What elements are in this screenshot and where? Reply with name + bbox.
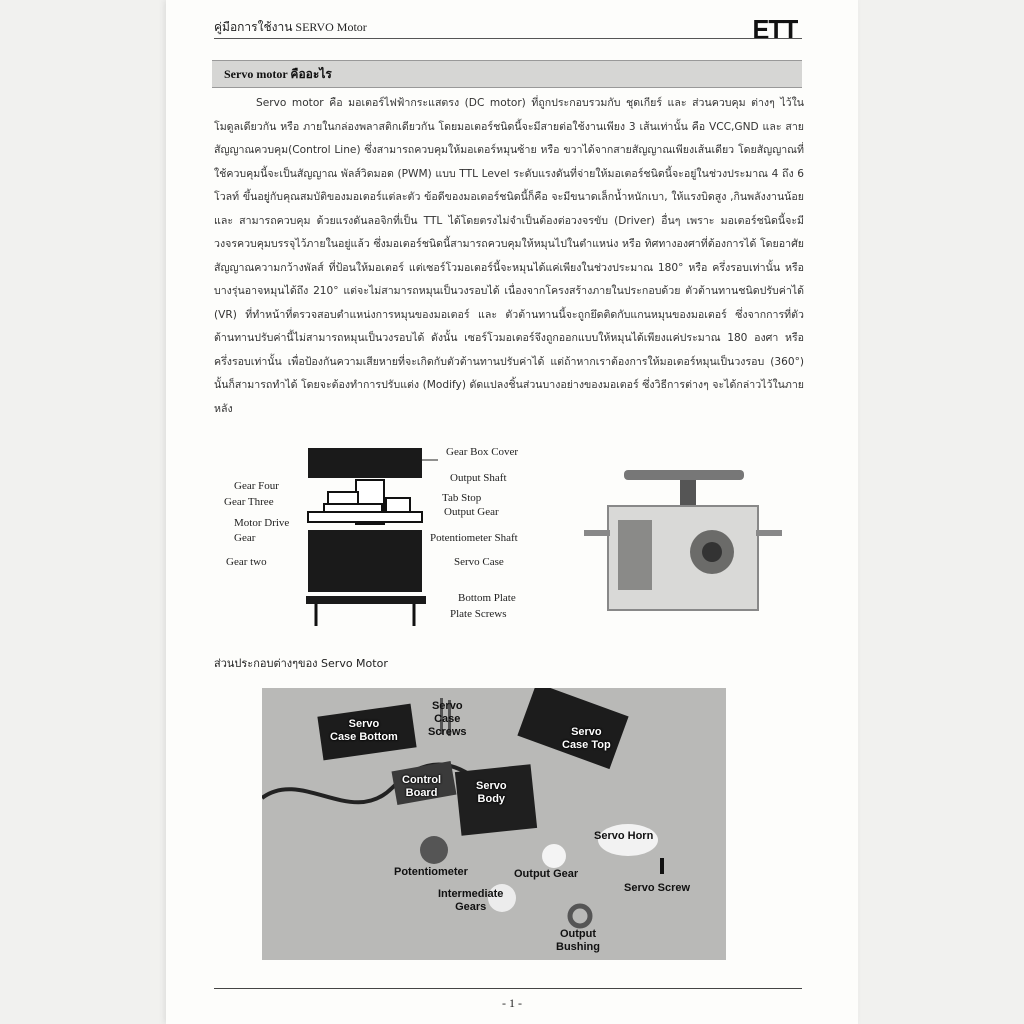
section-title: Servo motor คืออะไร (224, 67, 332, 81)
servo-case-shape (308, 530, 422, 592)
label-servo-body: Servo Body (476, 780, 507, 805)
label-output-shaft: Output Shaft (450, 472, 507, 484)
figure-caption: ส่วนประกอบต่างๆของ Servo Motor (214, 657, 388, 670)
running-title: คู่มือการใช้งาน SERVO Motor (214, 20, 367, 34)
section-heading-bar (212, 60, 802, 88)
body-text (214, 92, 804, 421)
label-gear-four: Gear Four (234, 480, 279, 492)
gear-box-cover-shape (308, 448, 422, 478)
label-servo-case-top: Servo Case Top (562, 726, 611, 751)
label-plate-screws: Plate Screws (450, 608, 507, 620)
ett-logo: ETT (752, 14, 798, 45)
label-servo-case: Servo Case (454, 556, 504, 568)
label-gear-three: Gear Three (224, 496, 274, 508)
label-servo-case-screws: Servo Case Screws (428, 700, 467, 738)
label-servo-screw: Servo Screw (624, 882, 691, 894)
label-motor-drive-gear: Motor Drive Gear (234, 517, 290, 544)
label-potentiometer: Potentiometer (394, 866, 468, 878)
label-output-gear: Output Gear (444, 506, 499, 518)
label-control-board: Control Board (402, 774, 442, 799)
servo-parts-photo (262, 688, 726, 960)
label-output-gear-part: Output Gear (514, 868, 579, 880)
label-tab-stop: Tab Stop (442, 492, 482, 504)
label-servo-horn: Servo Horn (594, 830, 654, 842)
label-output-bushing: Output Bushing (556, 928, 600, 953)
bottom-plate-shape (306, 596, 426, 604)
label-servo-case-bottom: Servo Case Bottom (330, 718, 398, 743)
servo-cutaway-photo (584, 460, 784, 620)
label-gear-box-cover: Gear Box Cover (446, 446, 519, 458)
body-paragraph: Servo motor คือ มอเตอร์ไฟฟ้ากระแสตรง (DC motor) ที่ถูกประกอบรวมกับ ชุดเกียร์ และ ส่วนควบคุม ต่างๆ ไว้ในโมดูลเดียวกัน หรือ ภายในกล่องพลาสติกเดียวกัน โดยมอเตอร์ชนิดนี้จะมีสายต่อใช้งานเพียง 3 เส้นเท่านั้น คือ VCC,GND และ สายสัญญาณควบคุม(Control Line) ซึ่งสามารถควบคุมให้มอเตอร์หมุนซ้าย หรือ ขวาได้จากสายสัญญาณเพียงเส้นเดียว โดยสัญญาณที่ใช้ควบคุมนี้จะเป็นสัญญาณ พัลส์วิดมอด (PWM) แบบ TTL Level ระดับแรงดันที่จ่ายให้มอเตอร์ชนิดนี้จะอยู่ในช่วงประมาณ 4 ถึง 6 โวลท์ ขึ้นอยู่กับคุณสมบัติของมอเตอร์แต่ละตัว ข้อดีของมอเตอร์ชนิดนี้ก็คือ จะมีขนาดเล็กน้ำหนักเบา, ให้แรงบิดสูง ,กินพลังงานน้อย และ สามารถควบคุม ด้วยแรงดันลอจิกที่เป็น TTL ได้โดยตรงไม่จำเป็นต้องต่อวงจรขับ (Driver) อื่นๆ เพราะ มอเตอร์ชนิดนี้จะมีวงจรควบคุมบรรจุไว้ภายในอยู่แล้ว ซึ่งมอเตอร์ชนิดนี้สามารถควบคุมให้หมุนไปในตำแหน่ง หรือ ทิศทางองศาที่ต้องการได้ โดยอาศัยสัญญาณความกว้างพัลส์ ที่ป้อนให้มอเตอร์ แต่เซอร์โวมอเตอร์นี้จะหมุนได้แค่เพียงในช่วงประมาณ 180° หรือ ครึ่งรอบเท่านั้น หรือ บางรุ่นอาจหมุนได้ถึง 210° แต่จะไม่สามารถหมุนเป็นวงรอบได้ เนื่องจากโครงสร้างภายในประกอบด้วย ตัวต้านทานชนิดปรับค่าได้ (VR) ที่ทำหน้าที่ตรวจสอบตำแหน่งการหมุนของมอเตอร์ และ ตัวต้านทานนี้จะถูกยึดติดกับแกนหมุนของมอเตอร์ ซึ่งจากการที่ตัวต้านทานปรับค่านี้ไม่สามารถหมุนเป็นวงรอบได้ ดังนั้น เซอร์โวมอเตอร์จึงถูกออกแบบให้หมุนได้เพียงแค่ประมาณ 180 องศา หรือ ครึ่งรอบเท่านั้น เพื่อป้องกันความเสียหายที่จะเกิดกับตัวต้านทานปรับค่าได้ แต่ถ้าหากเราต้องการให้มอเตอร์หมุนเป็นวงรอบ (360°) นั้นก็สามารถทำได้ โดยจะต้องทำการปรับแต่ง (Modify) ดัดแปลงชิ้นส่วนบางอย่างของมอเตอร์ ซึ่งวิธีการต่างๆ จะได้กล่าวไว้ในภายหลัง (214, 97, 804, 415)
document-page (166, 0, 858, 1024)
page-number: - 1 - (502, 996, 522, 1010)
header-rule (214, 38, 802, 39)
label-intermediate-gears: Intermediate Gears (438, 888, 504, 913)
footer-rule (214, 988, 802, 989)
label-gear-two: Gear two (226, 556, 267, 568)
servo-exploded-diagram (216, 440, 576, 640)
label-potentiometer-shaft: Potentiometer Shaft (430, 532, 518, 544)
label-bottom-plate: Bottom Plate (458, 592, 516, 604)
